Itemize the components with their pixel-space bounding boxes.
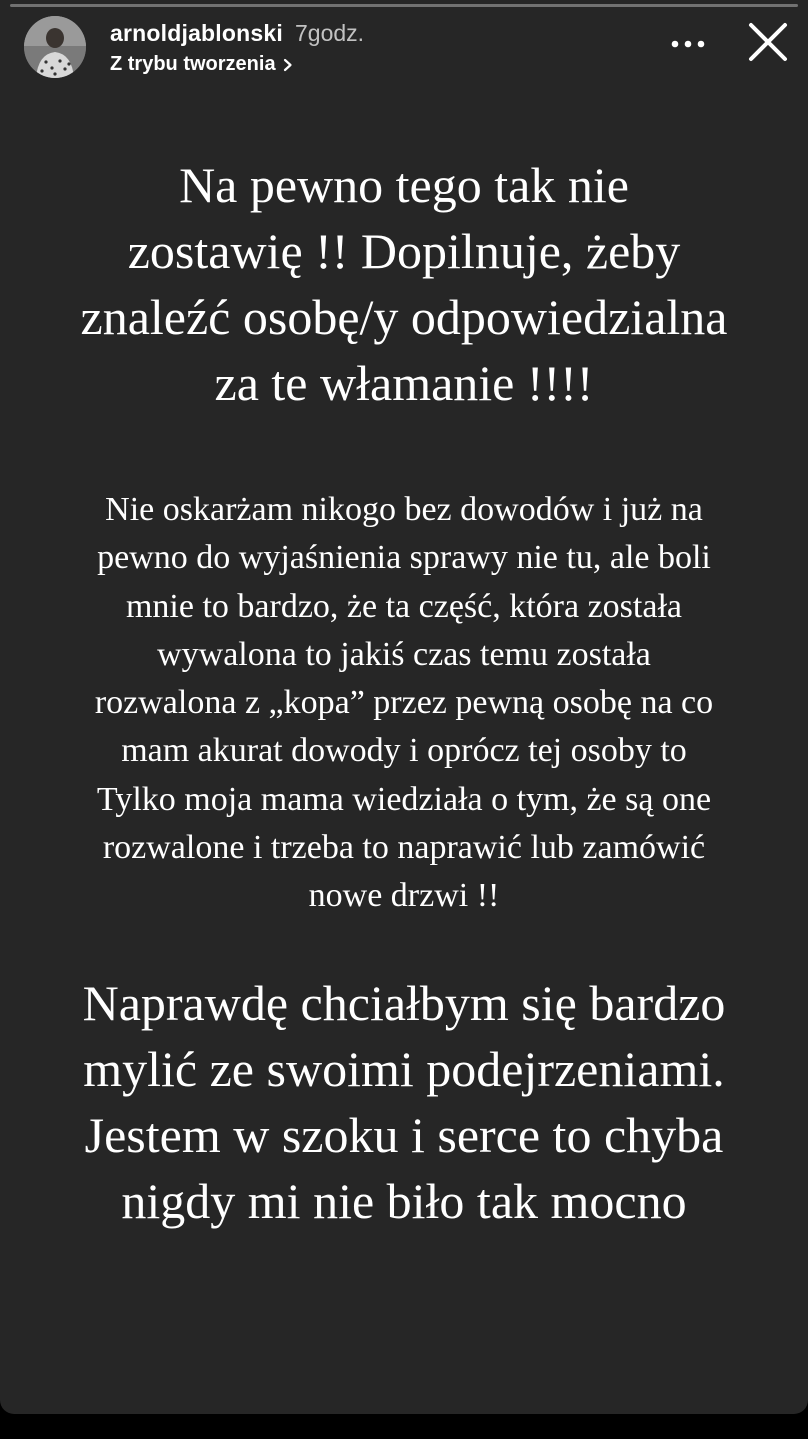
text-line: Naprawdę chciałbym się bardzo [82,975,726,1031]
story-text-block-1 [0,152,808,416]
text-line: Jestem w szoku i serce to chyba [84,1107,724,1163]
text-line: Nie oskarżam nikogo bez dowodów i już na [105,491,703,528]
more-options-button[interactable] [664,28,712,62]
username[interactable]: arnoldjablonski [110,20,283,46]
story-source-label: Z trybu tworzenia [110,53,276,75]
story-text-block-3 [0,970,808,1234]
text-line: nowe drzwi !! [308,877,500,915]
text-line: mylić ze swoimi podejrzeniami. [83,1041,725,1097]
text-line: Tylko moja mama wiedziała o tym, że są one [96,780,712,818]
text-line: mnie to bardzo, że ta część, która została [125,587,682,625]
text-line: wywalona to jakiś czas temu została [157,635,651,673]
close-button[interactable] [742,18,794,70]
text-line: znaleźć osobę/y odpowiedzialna [80,289,728,345]
story-source-link[interactable] [110,53,364,76]
story-progress-bar [10,4,798,7]
text-line: rozwalona z „kopa” przez pewną osobę na co [94,684,714,722]
story-meta-row [110,20,364,47]
chevron-right-icon [282,58,294,72]
text-line: pewno do wyjaśnienia sprawy nie tu, ale boli [97,539,711,577]
text-line: zostawię !! Dopilnuje, żeby [127,223,681,279]
story-meta [110,20,364,76]
text-line: Na pewno tego tak nie [179,157,629,213]
avatar-photo [24,16,86,78]
story-timestamp: 7godz. [294,20,365,46]
more-horizontal-icon [668,36,708,54]
text-line: nigdy mi nie biło tak mocno [121,1173,687,1229]
story-header [24,16,364,78]
story-text-block-2 [0,486,808,921]
close-icon [746,20,790,69]
text-line: mam akurat dowody i oprócz tej osoby to [121,732,687,770]
avatar[interactable] [24,16,86,78]
text-line: rozwalone i trzeba to naprawić lub zamówić [102,829,706,867]
text-line: za te włamanie !!!! [214,355,594,411]
